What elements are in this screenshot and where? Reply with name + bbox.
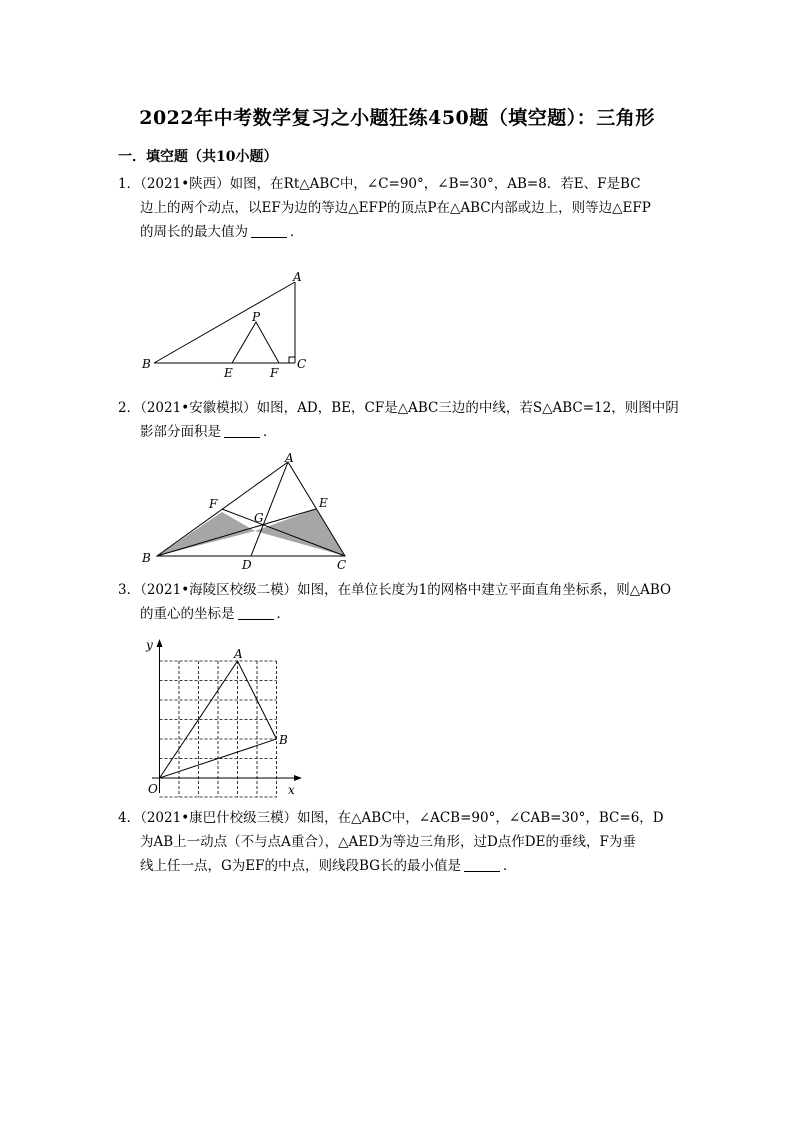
label-a: A — [285, 451, 294, 465]
label-b: B — [279, 733, 288, 747]
shaded-region-right — [255, 509, 345, 556]
label-a: A — [293, 270, 302, 284]
question-2-line-2: 影部分面积是 ． — [140, 424, 277, 440]
label-e: E — [224, 366, 233, 380]
question-3-line-2-text: 的重心的坐标是 — [140, 606, 235, 622]
shaded-region-left — [157, 512, 255, 556]
y-axis-arrow — [157, 639, 163, 647]
label-a: A — [234, 647, 243, 661]
page-title: 2022年中考数学复习之小题狂练450题（填空题）：三角形 — [139, 107, 655, 129]
question-1-line-2: 边上的两个动点，以EF为边的等边△EFP的顶点P在△ABC内部或边上，则等边△EFP — [140, 200, 651, 216]
answer-blank — [464, 857, 500, 872]
question-4 — [118, 806, 678, 878]
triangle-efp — [232, 322, 279, 363]
label-y: y — [146, 638, 153, 652]
question-4-line-2: 为AB上一动点（不与点A重合），△AED为等边三角形，过D点作DE的垂线，F为垂 — [140, 834, 636, 850]
answer-blank — [251, 223, 287, 238]
answer-blank — [238, 605, 274, 620]
question-3-line-1: 3．（2021•海陵区校级二模）如图，在单位长度为1的网格中建立平面直角坐标系，则△ABO — [118, 582, 672, 598]
question-1 — [118, 172, 678, 244]
question-2 — [118, 396, 678, 444]
answer-blank — [224, 423, 260, 438]
label-g: G — [254, 511, 264, 525]
label-f: F — [270, 366, 279, 380]
question-2-line-1: 2．（2021•安徽模拟）如图，AD，BE，CF是△ABC三边的中线，若S△ABC=12，则图中阴 — [118, 400, 679, 416]
section-heading: 一．填空题（共10小题） — [118, 149, 278, 165]
label-e: E — [319, 496, 328, 510]
question-1-line-3: 的周长的最大值为 ． — [140, 224, 304, 240]
label-c: C — [337, 558, 347, 572]
question-4-line-1: 4．（2021•康巴什校级三模）如图，在△ABC中，∠ACB=90°，∠CAB=30°，BC=6，D — [118, 810, 664, 826]
label-b: B — [142, 357, 151, 371]
question-3 — [118, 578, 678, 626]
grid — [160, 661, 277, 797]
question-3-line-2: 的重心的坐标是 ． — [140, 606, 290, 622]
label-d: D — [242, 558, 252, 572]
line-ab — [154, 282, 295, 363]
label-x: x — [288, 783, 295, 797]
label-f: F — [209, 497, 218, 511]
label-b: B — [142, 551, 151, 565]
label-p: P — [252, 310, 261, 324]
question-3-figure — [140, 637, 310, 802]
question-1-line-1: 1．（2021•陕西）如图，在Rt△ABC中，∠C=90°，∠B=30°，AB=8．若E、F是BC — [118, 176, 641, 192]
label-c: C — [297, 357, 307, 371]
question-4-line-3-text: 线上任一点，G为EF的中点，则线段BG长的最小值是 — [140, 858, 461, 874]
label-o: O — [148, 782, 158, 796]
question-1-figure — [140, 270, 310, 380]
median-ad — [251, 462, 288, 556]
question-1-line-3-text: 的周长的最大值为 — [140, 224, 248, 240]
x-axis-arrow — [294, 775, 302, 781]
right-angle-mark — [289, 357, 295, 363]
question-2-figure — [140, 452, 355, 574]
question-2-line-2-text: 影部分面积是 — [140, 424, 221, 440]
question-4-line-3: 线上任一点，G为EF的中点，则线段BG长的最小值是 ． — [140, 858, 517, 874]
